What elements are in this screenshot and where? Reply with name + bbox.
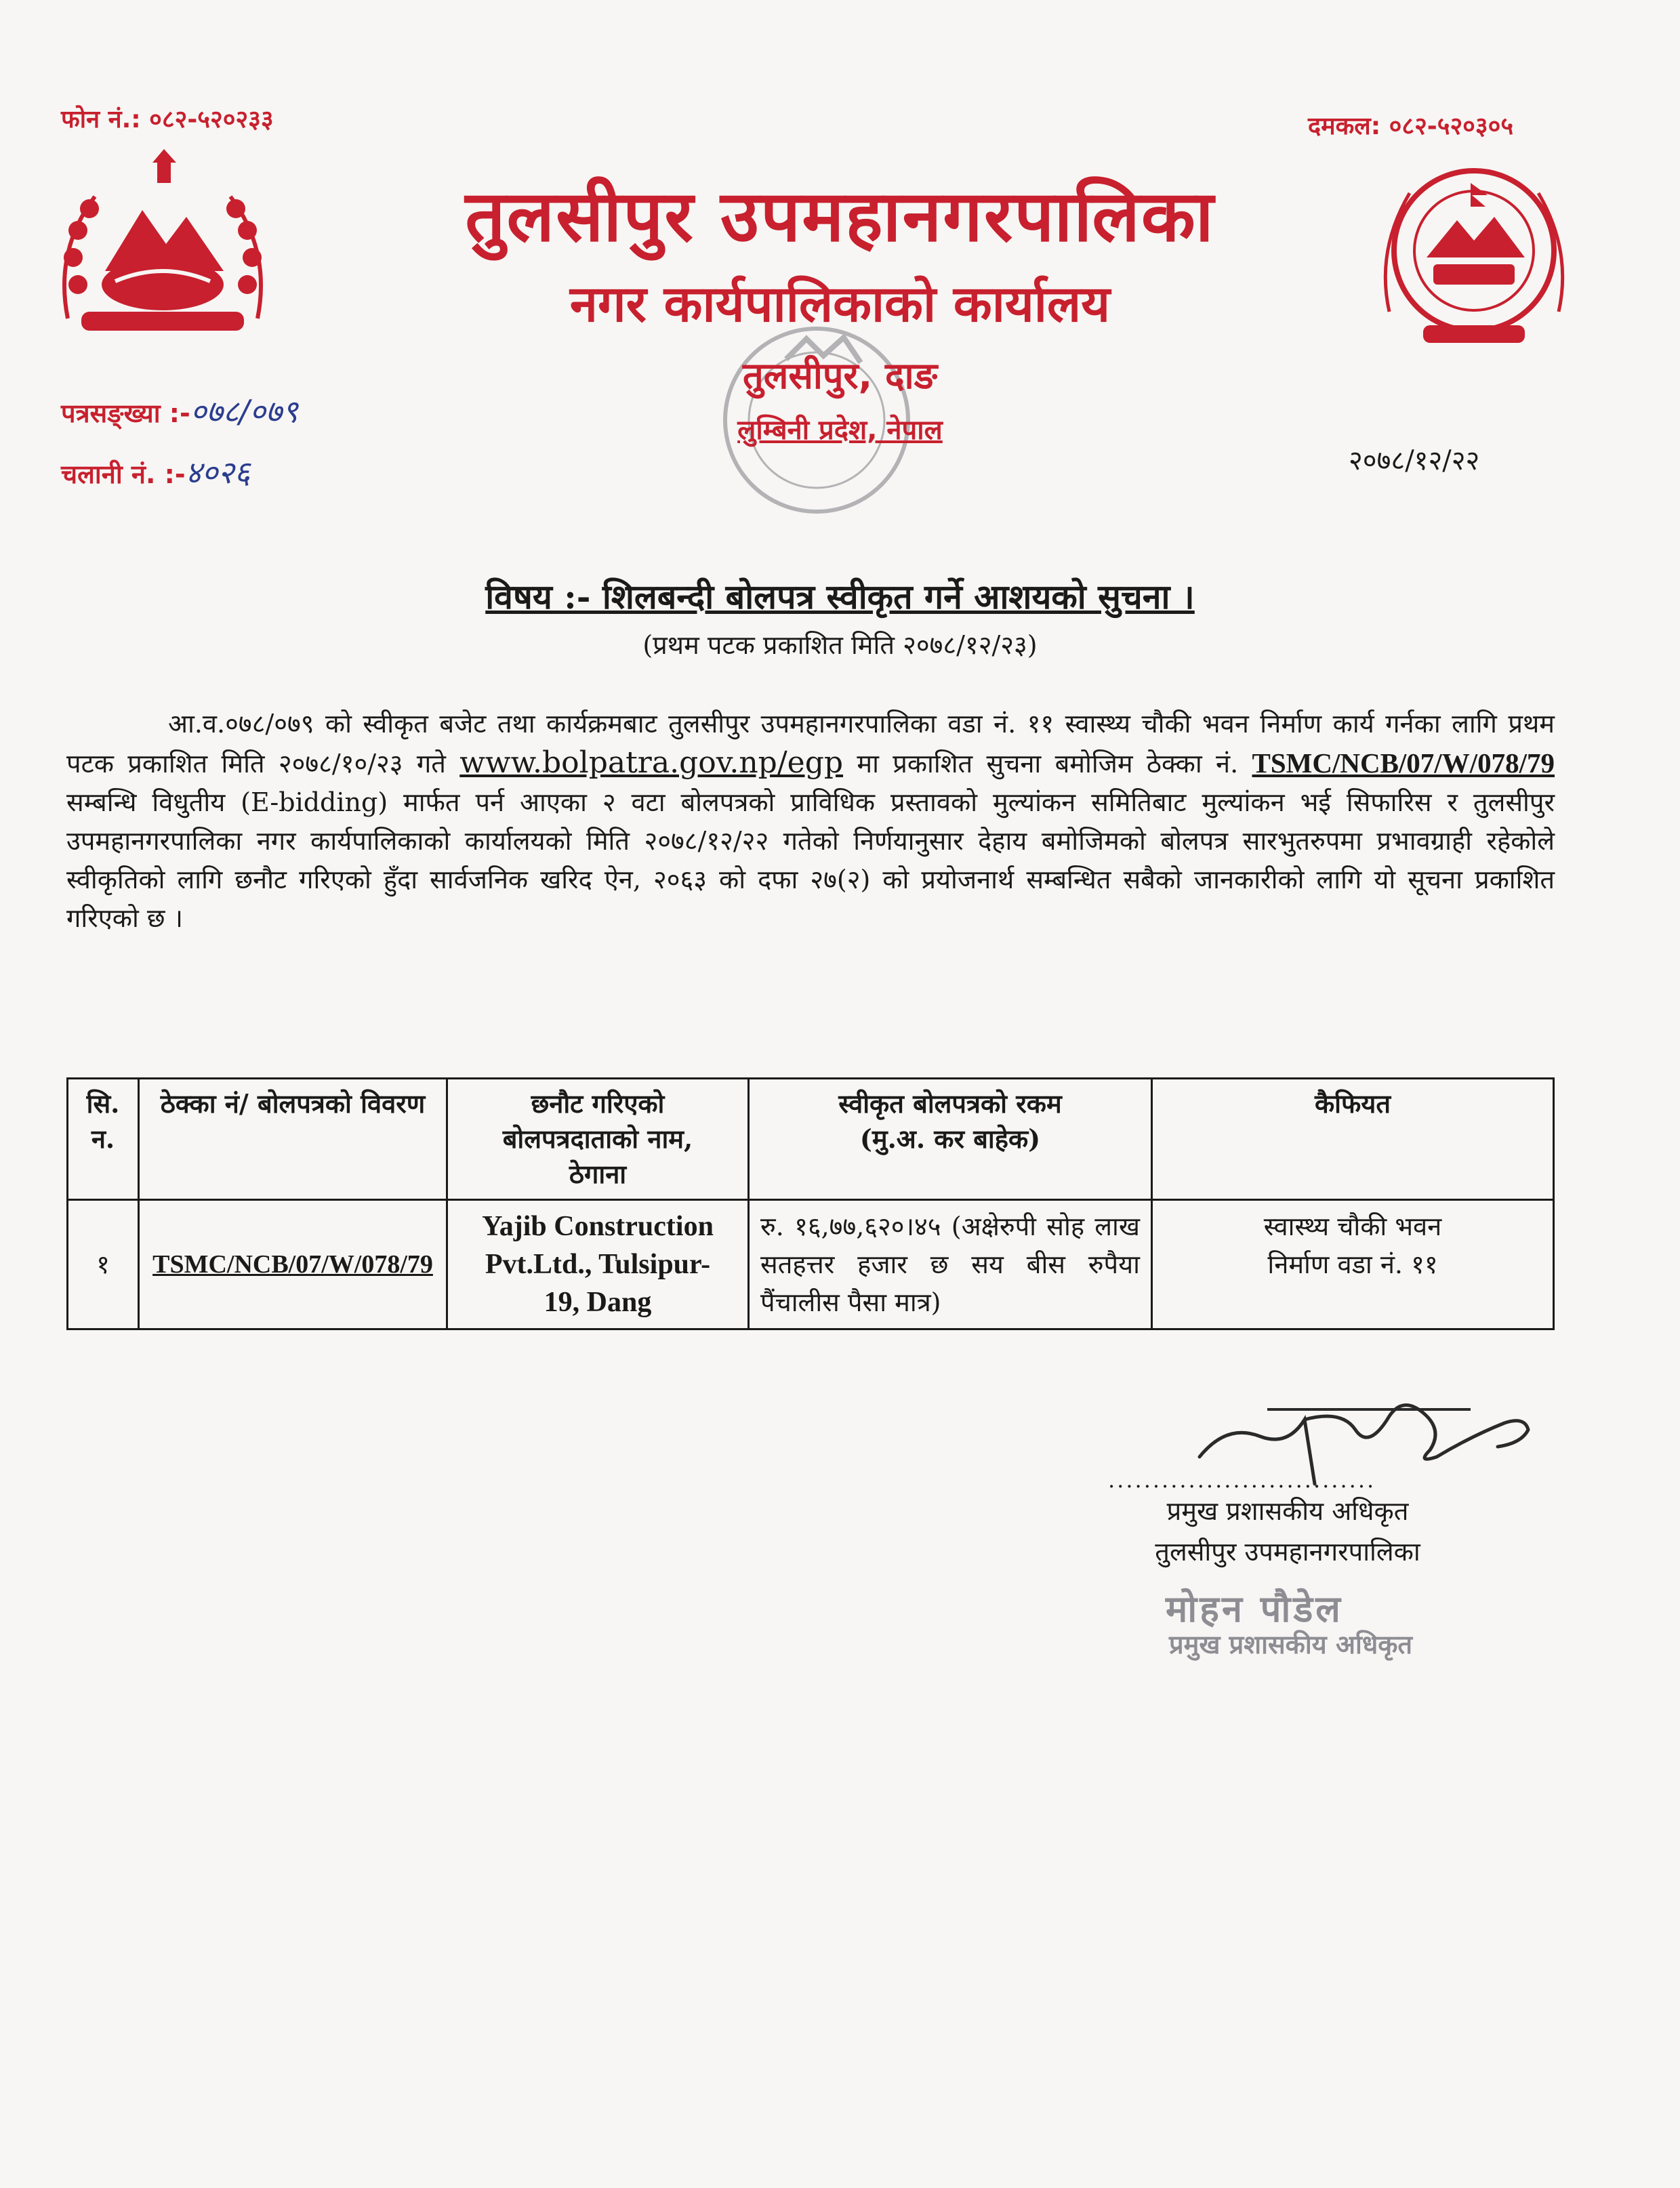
- organization-title: तुलसीपुर उपमहानगरपालिका: [465, 175, 1215, 257]
- subject-title: विषय :- शिलबन्दी बोलपत्र स्वीकृत गर्ने आशयको सुचना ।: [485, 577, 1195, 617]
- row-remarks: स्वास्थ्य चौकी भवन निर्माण वडा नं. ११: [1152, 1200, 1554, 1329]
- body-part-2: मा प्रकाशित सुचना बमोजिम ठेक्का नं.: [857, 749, 1239, 779]
- row-serial: १: [68, 1200, 139, 1329]
- row-amount: रु. १६,७७,६२०।४५ (अक्षेरुपी सोह लाख सतहत्तर हजार छ सय बीस रुपैया पैंचालीस पैसा मात्र): [749, 1200, 1152, 1329]
- dispatch-number-value: ४०२६: [185, 454, 251, 491]
- subject-line: [0, 573, 1680, 619]
- header-remarks: कैफियत: [1152, 1079, 1554, 1200]
- header-amount: स्वीकृत बोलपत्रको रकम (मु.अ. कर बाहेक): [749, 1079, 1152, 1200]
- office-province: लुम्बिनी प्रदेश, नेपाल: [737, 415, 943, 446]
- fire-brigade-number: दमकल: ०८२-५२०३०५: [1308, 112, 1514, 140]
- header-bidder: छनौट गरिएको बोलपत्रदाताको नाम, ठेगाना: [447, 1079, 749, 1200]
- office-name: नगर कार्यपालिकाको कार्यालय: [569, 275, 1111, 333]
- notice-body: [66, 705, 1555, 938]
- row-bidder: Yajib Construction Pvt.Ltd., Tulsipur- 19, Dang: [447, 1200, 749, 1329]
- body-part-3: सम्बन्धि विधुतीय (E-bidding) मार्फत पर्न आएका २ वटा बोलपत्रको प्राविधिक प्रस्तावको मुल्यांकन समितिबाट मुल्यांकन भई सिफारिस र तुलसीपुर उपमहानगरपालिका नगर कार्यपालिकाको कार्यालयको मिति २०७८/१२/२२ गतेको निर्णयानुसार देहाय बमोजिमको बोलपत्र सारभुतरुपमा प्रभावग्राही रहेकोले स्वीकृतिको लागि छनौट गरिएको हुँदा सार्वजनिक खरिद ऐन, २०६३ को दफा २७(२) को प्रयोजनार्थ सम्बन्धित सबैको जानकारीको लागि यो सूचना प्रकाशित गरिएको छ ।: [66, 787, 1555, 933]
- designation-stamp: प्रमुख प्रशासकीय अधिकृत: [1169, 1630, 1413, 1659]
- table-header-row: [68, 1079, 1554, 1200]
- contract-reference: TSMC/NCB/07/W/078/79: [1252, 747, 1555, 779]
- dispatch-number: [61, 451, 250, 493]
- letter-number-value: ०७८/०७९: [190, 393, 298, 430]
- accepted-bid-table: [66, 1077, 1555, 1330]
- name-stamp: मोहन पौडेल: [1166, 1588, 1343, 1630]
- letter-number: [61, 390, 298, 432]
- letter-date: २०७८/१२/२२: [1349, 445, 1480, 476]
- header-contract: ठेक्का नं/ बोलपत्रको विवरण: [139, 1079, 447, 1200]
- header-serial: सि. न.: [68, 1079, 139, 1200]
- signatory-organization: तुलसीपुर उपमहानगरपालिका: [1155, 1537, 1420, 1567]
- phone-number: फोन नं.: ०८२-५२०२३३: [61, 106, 274, 133]
- signatory-block: [1078, 1491, 1498, 1572]
- row-contract-number: TSMC/NCB/07/W/078/79: [139, 1200, 447, 1329]
- letter-number-label: पत्रसङ्ख्या :-: [61, 398, 190, 428]
- publication-note: (प्रथम पटक प्रकाशित मिति २०७८/१२/२३): [642, 630, 1038, 660]
- table-row: [68, 1200, 1554, 1329]
- dispatch-number-label: चलानी नं. :-: [61, 459, 186, 489]
- signature-line: ..............................: [1108, 1467, 1376, 1493]
- bolpatra-url: www.bolpatra.gov.np/egp: [459, 745, 844, 780]
- office-city: तुलसीपुर, दाङ: [742, 354, 937, 397]
- signatory-title: प्रमुख प्रशासकीय अधिकृत: [1166, 1496, 1409, 1526]
- body-part-1: आ.व.०७८/०७९ को स्वीकृत बजेट तथा कार्यक्रमबाट तुलसीपुर उपमहानगरपालिका वडा नं. ११ स्वास्थ्य चौकी भवन निर्माण कार्य गर्नका लागि प्रथम पटक प्रकाशित मिति २०७८/१०/२३ गते: [66, 709, 1555, 779]
